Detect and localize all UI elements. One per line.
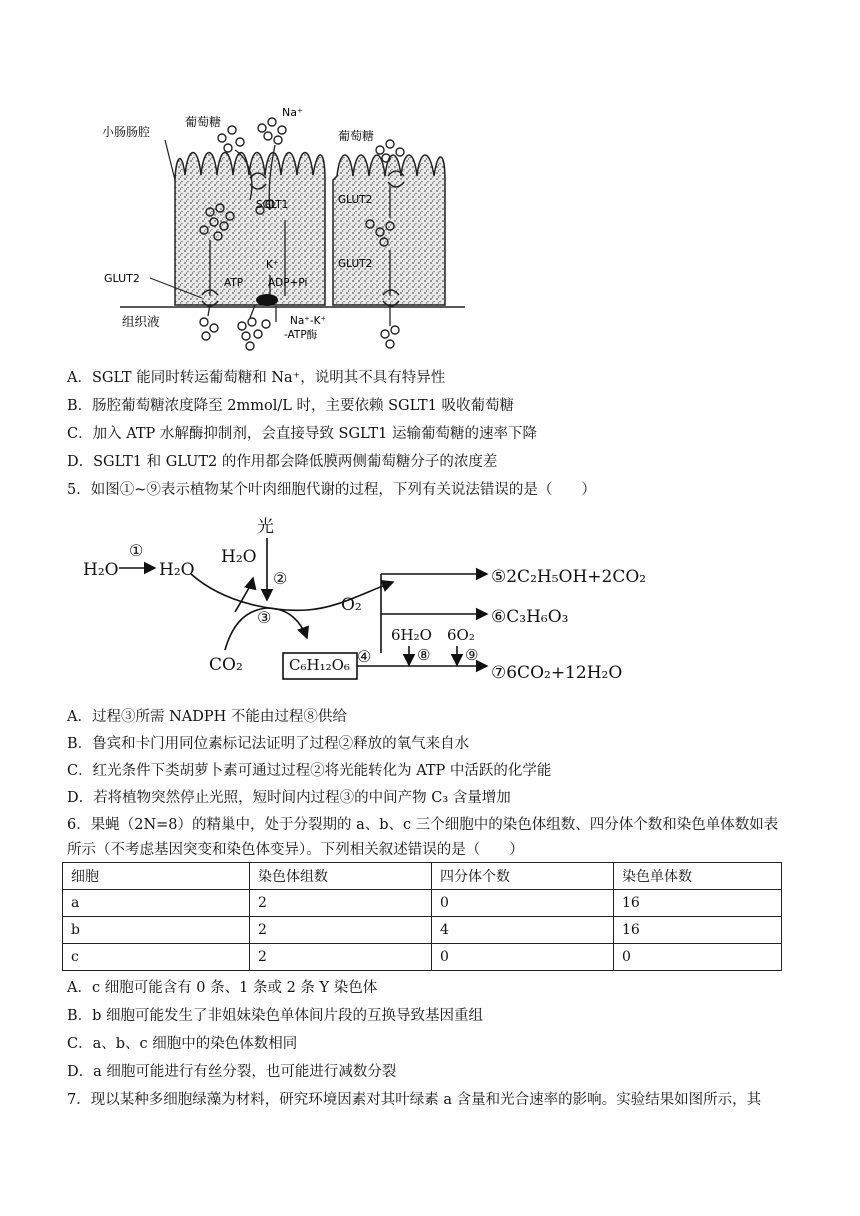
q4-option-a: A．SGLT 能同时转运葡萄糖和 Na⁺，说明其不具有特异性: [67, 370, 446, 386]
f2-step9: ⑨: [465, 646, 479, 664]
q6-option-a: A．c 细胞可能含有 0 条、1 条或 2 条 Y 染色体: [67, 980, 378, 996]
na-k-pump: [256, 294, 278, 306]
label-k: K⁺: [266, 259, 279, 271]
f2-step8: ⑧: [417, 646, 431, 664]
label-na: Na⁺: [282, 106, 303, 119]
f2-step1: ①: [129, 541, 144, 560]
q6-option-c: C．a、b、c 细胞中的染色体数相同: [67, 1036, 298, 1052]
table-cell: 16: [614, 917, 782, 944]
f2-product-6: ⑥C₃H₆O₃: [491, 607, 569, 627]
table-cell: a: [63, 890, 250, 917]
f2-step2: ②: [273, 569, 288, 588]
table-row: [63, 917, 782, 944]
f2-h2o-b: H₂O: [159, 560, 195, 580]
f2-step4: ④: [357, 647, 372, 666]
label-tissue: 组织液: [122, 314, 160, 329]
table-cell: 2: [250, 890, 432, 917]
table-cell: 0: [432, 890, 614, 917]
label-glucose-left: 葡萄糖: [185, 115, 222, 129]
q5-option-a: A．过程③所需 NADPH 不能由过程⑧供给: [67, 709, 347, 725]
table-header: 四分体个数: [432, 863, 614, 890]
q6-table: [62, 862, 782, 971]
label-adp: ADP+Pi: [268, 277, 308, 289]
f2-co2: CO₂: [209, 655, 243, 675]
table-cell: c: [63, 944, 250, 971]
f2-glucose: C₆H₁₂O₆: [289, 656, 350, 674]
label-glucose-right: 葡萄糖: [338, 129, 375, 143]
q6-stem-line2: 所示（不考虑基因突变和染色体变异）。下列相关叙述错误的是（ ）: [67, 842, 524, 858]
label-glut2-right-lower: GLUT2: [338, 258, 373, 270]
table-cell: 4: [432, 917, 614, 944]
f2-6o2: 6O₂: [447, 626, 475, 644]
f2-light: 光: [257, 517, 274, 537]
q5-option-b: B．鲁宾和卡门用同位素标记法证明了过程②释放的氧气来自水: [67, 736, 470, 752]
f2-h2o-a: H₂O: [83, 560, 119, 580]
table-cell: 0: [614, 944, 782, 971]
f2-6h2o: 6H₂O: [391, 626, 432, 644]
q4-option-d: D．SGLT1 和 GLUT2 的作用都会降低膜两侧葡萄糖分子的浓度差: [67, 454, 498, 470]
table-header: 染色体组数: [250, 863, 432, 890]
label-lumen: 小肠肠腔: [102, 125, 151, 139]
q5-stem: 5．如图①~⑨表示植物某个叶肉细胞代谢的过程，下列有关说法错误的是（ ）: [67, 482, 596, 498]
f2-product-7: ⑦6CO₂+12H₂O: [491, 663, 623, 683]
q5-option-c: C．红光条件下类胡萝卜素可通过过程②将光能转化为 ATP 中活跃的化学能: [67, 763, 552, 779]
label-glut2-left: GLUT2: [104, 272, 140, 285]
q4-option-b: B．肠腔葡萄糖浓度降至 2mmol/L 时，主要依赖 SGLT1 吸收葡萄糖: [67, 398, 515, 414]
table-row: [63, 890, 782, 917]
f2-step3: ③: [257, 608, 272, 627]
q7-stem: 7．现以某种多细胞绿藻为材料，研究环境因素对其叶绿素 a 含量和光合速率的影响。实验结果如图所示，其: [67, 1092, 762, 1108]
table-row: [63, 944, 782, 971]
label-pump-1: Na⁺-K⁺: [290, 315, 327, 327]
q6-option-d: D．a 细胞可能进行有丝分裂，也可能进行减数分裂: [67, 1064, 397, 1080]
table-cell: b: [63, 917, 250, 944]
label-glut2-right: GLUT2: [338, 194, 373, 206]
f2-product-5: ⑤2C₂H₅OH+2CO₂: [491, 567, 647, 587]
table-cell: 2: [250, 944, 432, 971]
table-cell: 2: [250, 917, 432, 944]
f2-h2o-c: H₂O: [221, 547, 257, 567]
label-pump-2: -ATP酶: [284, 329, 318, 341]
table-cell: 16: [614, 890, 782, 917]
table-header: 染色单体数: [614, 863, 782, 890]
q4-option-c: C．加入 ATP 水解酶抑制剂，会直接导致 SGLT1 运输葡萄糖的速率下降: [67, 426, 537, 442]
table-header-row: [63, 863, 782, 890]
q6-option-b: B．b 细胞可能发生了非姐妹染色单体间片段的互换导致基因重组: [67, 1008, 484, 1024]
intestine-transport-diagram: [100, 100, 470, 360]
q6-stem-line1: 6．果蝇（2N=8）的精巢中，处于分裂期的 a、b、c 三个细胞中的染色体组数、四分体个数和染色单体数如表: [67, 817, 779, 833]
f2-o2: O₂: [341, 595, 362, 615]
table-cell: 0: [432, 944, 614, 971]
label-atp: ATP: [224, 277, 244, 289]
q5-option-d: D．若将植物突然停止光照，短时间内过程③的中间产物 C₃ 含量增加: [67, 790, 511, 806]
leaf-metabolism-diagram: [75, 512, 685, 692]
table-header: 细胞: [63, 863, 250, 890]
label-sglt1: SGLT1: [256, 199, 289, 211]
